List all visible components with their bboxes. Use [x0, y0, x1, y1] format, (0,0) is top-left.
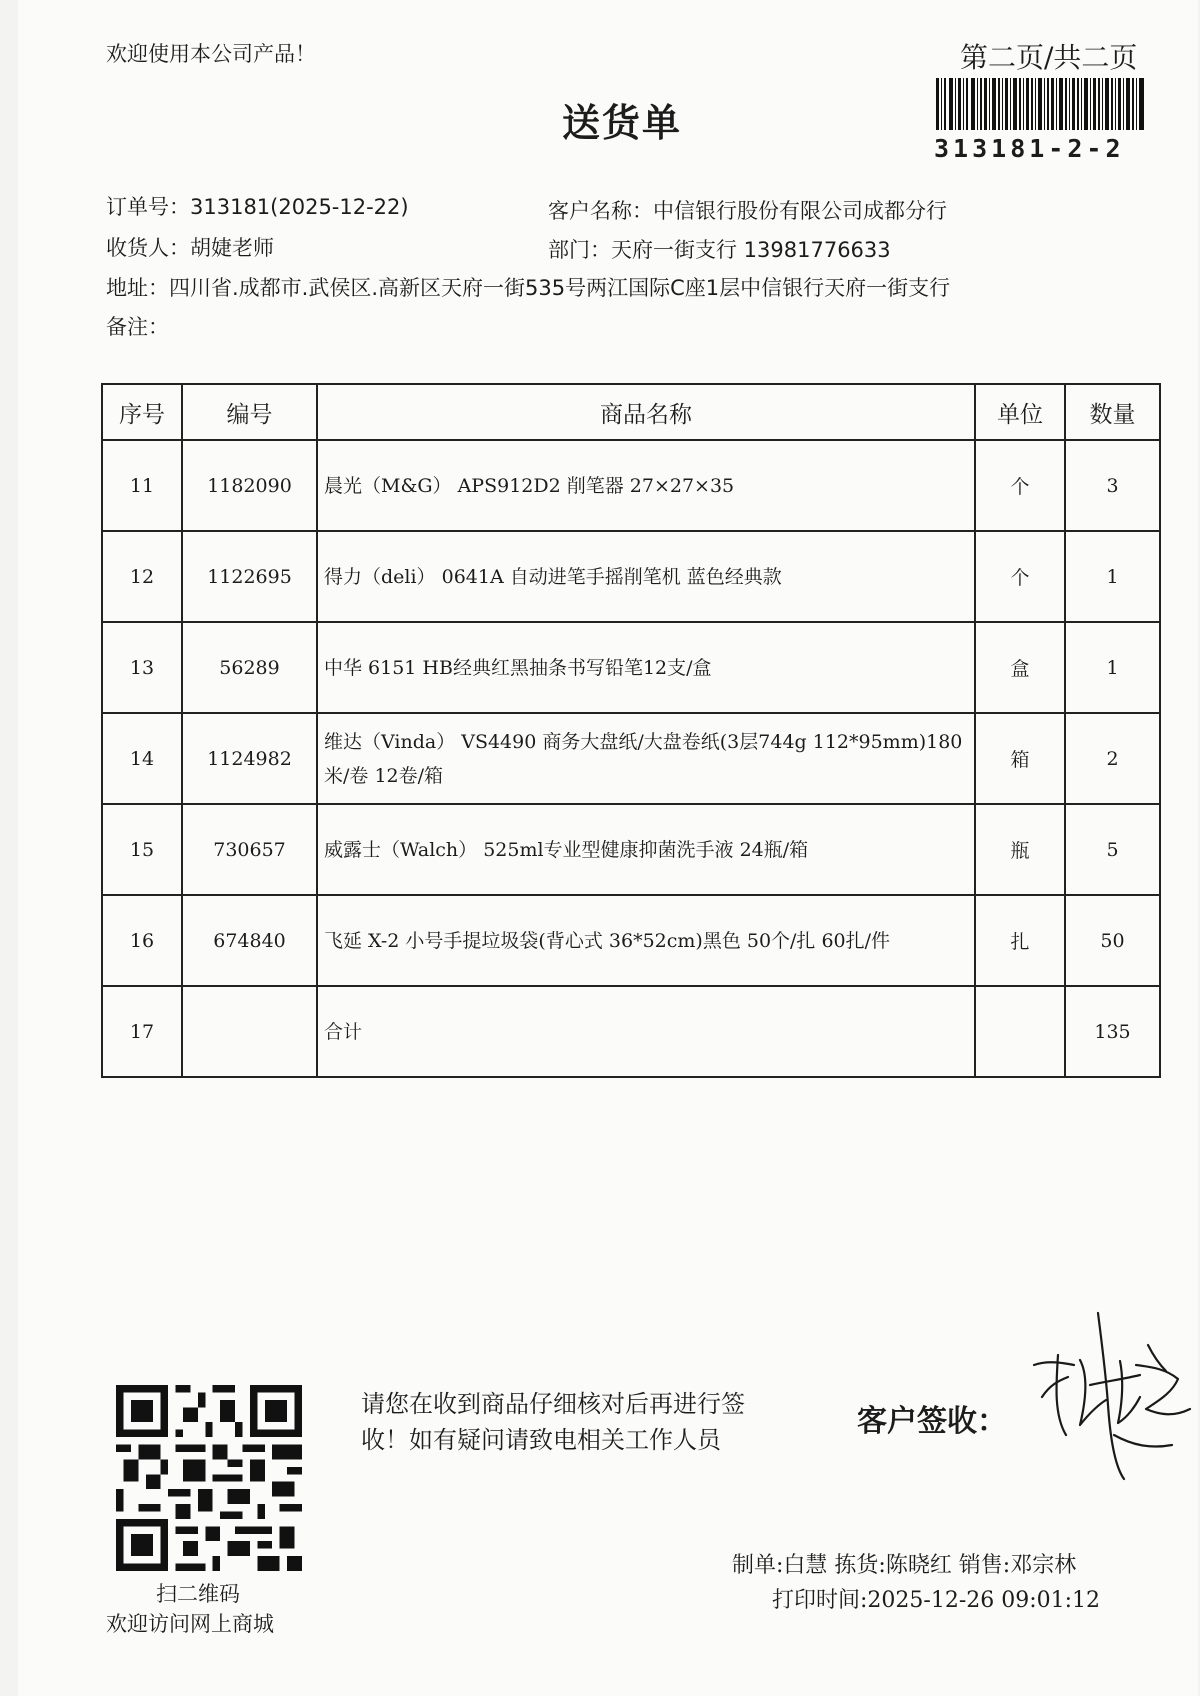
table-row [102, 895, 1160, 986]
cell-code: 1122695 [182, 531, 317, 622]
department-value: 天府一街支行 13981776633 [611, 238, 891, 262]
order-number-value: 313181(2025-12-22) [190, 195, 409, 219]
cell-name: 威露士（Walch） 525ml专业型健康抑菌洗手液 24瓶/箱 [317, 804, 975, 895]
table-total-row [102, 986, 1160, 1077]
cell-name: 维达（Vinda） VS4490 商务大盘纸/大盘卷纸(3层744g 112*95mm)180米/卷 12卷/箱 [317, 713, 975, 804]
receiver-value: 胡婕老师 [190, 236, 274, 260]
cell-total-qty: 135 [1065, 986, 1160, 1077]
signature-icon [1028, 1305, 1198, 1485]
column-header-unit: 单位 [975, 384, 1065, 440]
remark-label: 备注： [106, 315, 169, 339]
cell-unit: 个 [975, 440, 1065, 531]
column-header-qty: 数量 [1065, 384, 1160, 440]
barcode-number: 313181-2-2 [934, 134, 1125, 163]
address-value: 四川省.成都市.武侯区.高新区天府一街535号两江国际C座1层中信银行天府一街支行 [169, 276, 951, 300]
cell-seq: 15 [102, 804, 182, 895]
qr-caption-visit: 欢迎访问网上商城 [106, 1612, 274, 1636]
customer-label: 客户名称： [548, 199, 653, 223]
document-title: 送货单 [562, 101, 683, 145]
table-row [102, 804, 1160, 895]
cell-code [182, 986, 317, 1077]
cell-unit: 瓶 [975, 804, 1065, 895]
cell-name: 得力（deli） 0641A 自动进笔手摇削笔机 蓝色经典款 [317, 531, 975, 622]
cell-seq: 16 [102, 895, 182, 986]
cell-name: 晨光（M&G） APS912D2 削笔器 27×27×35 [317, 440, 975, 531]
cell-qty: 2 [1065, 713, 1160, 804]
receiver-row [106, 232, 274, 262]
welcome-text: 欢迎使用本公司产品！ [106, 42, 316, 66]
cell-code: 1182090 [182, 440, 317, 531]
cell-seq: 17 [102, 986, 182, 1077]
cell-qty: 1 [1065, 531, 1160, 622]
column-header-name: 商品名称 [317, 384, 975, 440]
table-header-row [102, 384, 1160, 440]
cell-seq: 14 [102, 713, 182, 804]
column-header-code: 编号 [182, 384, 317, 440]
cell-name: 飞延 X-2 小号手提垃圾袋(背心式 36*52cm)黑色 50个/扎 60扎/件 [317, 895, 975, 986]
delivery-note-page [18, 0, 1198, 1696]
goods-table [101, 383, 1161, 1078]
qr-caption-scan: 扫二维码 [156, 1582, 240, 1606]
qr-code-icon [116, 1385, 302, 1571]
barcode-icon [936, 78, 1144, 130]
cell-code: 1124982 [182, 713, 317, 804]
cell-qty: 1 [1065, 622, 1160, 713]
table-row [102, 531, 1160, 622]
column-header-seq: 序号 [102, 384, 182, 440]
staff-info: 制单:白慧 拣货:陈晓红 销售:邓宗林 [732, 1553, 1077, 1578]
customer-row [548, 195, 947, 225]
cell-qty: 50 [1065, 895, 1160, 986]
department-label: 部门： [548, 238, 611, 262]
cell-code: 730657 [182, 804, 317, 895]
cell-unit: 扎 [975, 895, 1065, 986]
cell-name: 中华 6151 HB经典红黑抽条书写铅笔12支/盒 [317, 622, 975, 713]
cell-unit: 盒 [975, 622, 1065, 713]
cell-code: 674840 [182, 895, 317, 986]
cell-unit: 箱 [975, 713, 1065, 804]
cell-qty: 5 [1065, 804, 1160, 895]
table-row [102, 713, 1160, 804]
cell-qty: 3 [1065, 440, 1160, 531]
address-label: 地址： [106, 276, 169, 300]
cell-total-label: 合计 [317, 986, 975, 1077]
cell-seq: 11 [102, 440, 182, 531]
table-row [102, 440, 1160, 531]
cell-seq: 13 [102, 622, 182, 713]
page-indicator: 第二页/共二页 [960, 41, 1138, 74]
table-row [102, 622, 1160, 713]
receiver-label: 收货人： [106, 236, 190, 260]
department-row [548, 234, 891, 264]
customer-value: 中信银行股份有限公司成都分行 [653, 199, 947, 223]
cell-code: 56289 [182, 622, 317, 713]
order-number-row [106, 191, 409, 221]
address-row [106, 272, 950, 302]
order-number-label: 订单号： [106, 195, 190, 219]
cell-unit [975, 986, 1065, 1077]
print-time: 打印时间:2025-12-26 09:01:12 [772, 1588, 1101, 1613]
remark-row [106, 311, 169, 341]
cell-unit: 个 [975, 531, 1065, 622]
cell-seq: 12 [102, 531, 182, 622]
customer-sign-label: 客户签收： [857, 1404, 1007, 1439]
receipt-notice: 请您在收到商品仔细核对后再进行签收！如有疑问请致电相关工作人员 [361, 1390, 745, 1454]
